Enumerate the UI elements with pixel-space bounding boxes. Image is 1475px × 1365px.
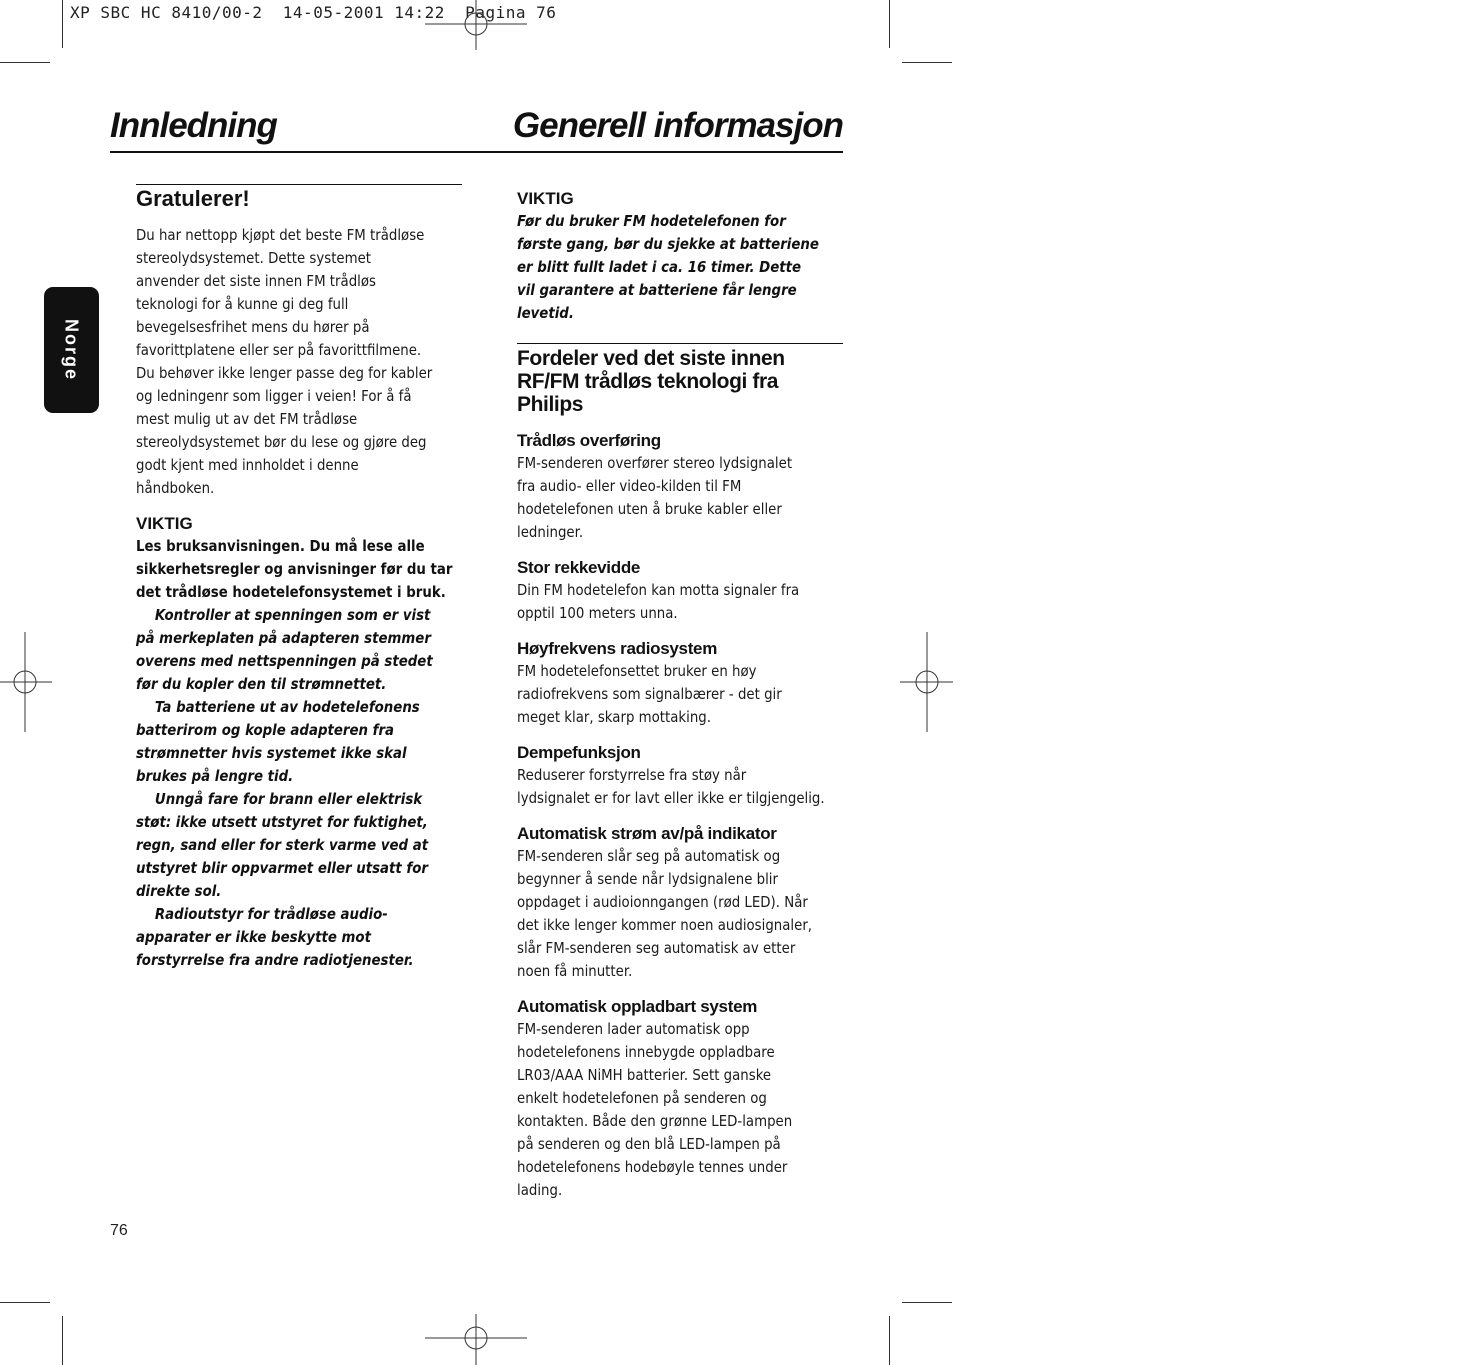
text-line: sikkerhetsregler og anvisninger før du tar: [136, 560, 453, 579]
text-line: stereolydsystemet bør du lese og gjøre deg: [136, 433, 427, 452]
text-line: strømnetter hvis systemet ikke skal: [136, 744, 407, 763]
text-line: hodetelefonens hodebøyle tennes under: [517, 1158, 788, 1176]
feature-item: [517, 742, 843, 810]
feature-description: [517, 764, 844, 810]
text-line: regn, sand eller for sterk varme ved at: [136, 836, 429, 855]
text-line: favorittplatene eller ser på favorittfilmene.: [136, 341, 422, 360]
text-line: Du behøver ikke lenger passe deg for kabler: [136, 364, 433, 383]
text-line: lydsignalet er for lavt eller ikke er tilgjengelig.: [517, 789, 825, 807]
header-rule: [110, 151, 843, 153]
congrats-title: Gratulerer!: [136, 186, 250, 211]
text-line: mest mulig ut av det FM trådløse: [136, 410, 358, 429]
feature-title: Trådløs overføring: [517, 431, 661, 450]
feature-item: [517, 638, 843, 729]
page-number: 76: [110, 1222, 128, 1239]
feature-description: [517, 579, 844, 625]
language-tab: [44, 287, 99, 413]
battery-notice: [517, 210, 844, 325]
text-line: første gang, bør du sjekke at batteriene: [517, 235, 819, 253]
feature-title: Automatisk strøm av/på indikator: [517, 824, 777, 843]
crop-mark: [889, 1316, 890, 1365]
crop-mark: [889, 0, 890, 48]
text-line: Kontroller at spenningen som er vist: [154, 606, 431, 625]
left-column: [136, 184, 462, 972]
text-line: kontakten. Både den grønne LED-lampen: [517, 1112, 793, 1130]
feature-title: Høyfrekvens radiosystem: [517, 639, 718, 658]
text-line: FM hodetelefonsettet bruker en høy: [517, 662, 757, 680]
text-line: på senderen og den blå LED-lampen på: [517, 1135, 781, 1153]
registration-mark-icon: [900, 632, 953, 732]
features-section: [517, 343, 843, 416]
text-line: anvender det siste innen FM trådløs: [136, 272, 376, 291]
text-line: apparater er ikke beskytte mot: [136, 928, 371, 947]
text-line: Reduserer forstyrrelse fra støy når: [517, 766, 747, 784]
feature-description: [517, 1018, 844, 1202]
text-line: overens med nettspenningen på stedet: [136, 652, 433, 671]
registration-mark-icon: [425, 1314, 527, 1365]
text-line: før du kopler den til strømnettet.: [136, 675, 387, 694]
text-line: Ta batteriene ut av hodetelefonens: [154, 698, 420, 717]
text-line: det trådløse hodetelefonsystemet i bruk.: [136, 583, 446, 602]
feature-description: [517, 660, 844, 729]
congrats-paragraph: [136, 224, 463, 500]
text-line: batterirom og kople adapteren fra: [136, 721, 395, 740]
text-line: hodetelefonen uten å bruke kabler eller: [517, 500, 782, 518]
registration-mark-icon: [425, 0, 527, 50]
text-line: radiofrekvens som signalbærer - det gir: [517, 685, 782, 703]
text-line: Les bruksanvisningen. Du må lese alle: [136, 537, 425, 556]
text-line: lading.: [517, 1181, 563, 1199]
text-line: direkte sol.: [136, 882, 222, 901]
text-line: FM-senderen overfører stereo lydsignalet: [517, 454, 793, 472]
text-line: Du har nettopp kjøpt det beste FM trådløse: [136, 226, 425, 245]
text-line: Din FM hodetelefon kan motta signaler fra: [517, 581, 800, 599]
important-label: VIKTIG: [136, 514, 193, 534]
language-tab-label: Norge: [61, 318, 82, 382]
text-line: og ledningenr som ligger i veien! For å få: [136, 387, 412, 406]
text-line: Unngå fare for brann eller elektrisk: [154, 790, 423, 809]
page-title-right: Generell informasjon: [512, 106, 843, 145]
right-column: [517, 184, 843, 1202]
text-line: vil garantere at batteriene får lengre: [517, 281, 797, 299]
text-line: enkelt hodetelefonen på senderen og: [517, 1089, 767, 1107]
crop-mark: [0, 1302, 50, 1303]
text-line: det ikke lenger kommer noen audiosignaler,: [517, 916, 813, 934]
registration-mark-icon: [0, 632, 52, 732]
text-line: LR03/AAA NiMH batterier. Sett ganske: [517, 1066, 772, 1084]
text-line: godt kjent med innholdet i denne: [136, 456, 359, 475]
page-title-left: Innledning: [110, 106, 277, 145]
print-slug: XP SBC HC 8410/00-2 14-05-2001 14:22 Pagina 76: [70, 3, 557, 22]
feature-item: [517, 823, 843, 983]
text-line: på merkeplaten på adapteren stemmer: [136, 629, 431, 648]
text-line: noen få minutter.: [517, 962, 633, 980]
text-line: ledninger.: [517, 523, 584, 541]
text-line: brukes på lengre tid.: [136, 767, 294, 786]
text-line: levetid.: [517, 304, 574, 322]
text-line: opptil 100 meters unna.: [517, 604, 678, 622]
feature-title: Stor rekkevidde: [517, 558, 641, 577]
text-line: hodetelefonens innebygde oppladbare: [517, 1043, 775, 1061]
crop-mark: [902, 62, 952, 63]
crop-mark: [62, 1316, 63, 1365]
crop-mark: [902, 1302, 952, 1303]
text-line: teknologi for å kunne gi deg full: [136, 295, 349, 314]
text-line: oppdaget i audioionngangen (rød LED). Når: [517, 893, 808, 911]
feature-description: [517, 845, 844, 983]
congrats-section: [136, 184, 462, 211]
text-line: fra audio- eller video-kilden til FM: [517, 477, 742, 495]
title-line: Fordeler ved det siste innen: [517, 347, 785, 370]
text-line: støt: ikke utsett utstyret for fuktighet,: [136, 813, 428, 832]
crop-mark: [0, 62, 50, 63]
text-line: stereolydsystemet. Dette systemet: [136, 249, 372, 268]
title-line: RF/FM trådløs teknologi fra: [517, 370, 779, 393]
feature-item: [517, 430, 843, 544]
text-line: utstyret blir oppvarmet eller utsatt for: [136, 859, 428, 878]
text-line: FM-senderen slår seg på automatisk og: [517, 847, 781, 865]
text-line: FM-senderen lader automatisk opp: [517, 1020, 750, 1038]
text-line: meget klar, skarp mottaking.: [517, 708, 711, 726]
text-line: begynner å sende når lydsignalene blir: [517, 870, 778, 888]
text-line: bevegelsesfrihet mens du hører på: [136, 318, 370, 337]
text-line: er blitt fullt ladet i ca. 16 timer. Dette: [517, 258, 802, 276]
text-line: Før du bruker FM hodetelefonen for: [517, 212, 786, 230]
text-line: håndboken.: [136, 479, 215, 498]
feature-item: [517, 996, 843, 1202]
feature-list: [517, 430, 843, 1202]
title-line: Philips: [517, 393, 584, 416]
feature-title: Dempefunksjon: [517, 743, 641, 762]
text-line: Radioutstyr for trådløse audio-: [154, 905, 388, 924]
feature-title: Automatisk oppladbart system: [517, 997, 758, 1016]
feature-description: [517, 452, 844, 544]
text-line: forstyrrelse fra andre radiotjenester.: [136, 951, 414, 970]
text-line: slår FM-senderen seg automatisk av etter: [517, 939, 796, 957]
feature-item: [517, 557, 843, 625]
features-title: [517, 347, 843, 416]
crop-mark: [62, 0, 63, 48]
safety-instructions: [136, 535, 463, 972]
important-label: VIKTIG: [517, 189, 574, 208]
